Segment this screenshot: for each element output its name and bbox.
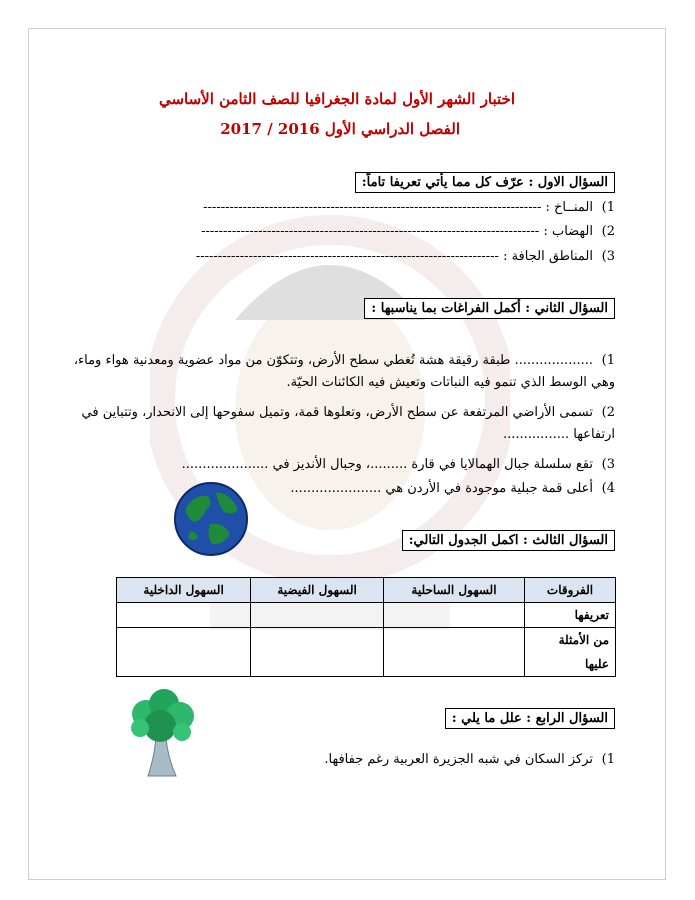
question-3-heading: السؤال الثالث : اكمل الجدول التالي: — [402, 530, 615, 551]
item-number: 3) — [601, 457, 615, 472]
exam-title: اختبار الشهر الأول لمادة الجغرافيا للصف الثامن الأساسي — [158, 90, 515, 108]
item-number: 1) — [601, 200, 615, 215]
q2-item-2 — [70, 402, 615, 446]
item-text: المناطق الجافة : --------------------------------------------------------------------- — [195, 249, 593, 264]
q2-item-3 — [70, 454, 615, 476]
table-cell[interactable] — [251, 603, 384, 628]
item-number: 2) — [601, 224, 615, 239]
question-1-heading: السؤال الاول : عرّف كل مما يأتي تعريفا تاماً: — [355, 172, 615, 193]
q1-item-2 — [75, 224, 615, 239]
table-header-cell: السهول الساحلية — [384, 578, 525, 603]
item-text: المنــاخ : ----------------------------------------------------------------------------- — [203, 200, 593, 215]
item-number: 3) — [601, 249, 615, 264]
item-text: تركز السكان في شبه الجزيرة العربية رغم جفافها. — [324, 752, 593, 767]
comparison-table — [116, 577, 616, 677]
q1-item-3 — [75, 249, 615, 264]
semester-title: الفصل الدراسي الأول 2016 / 2017 — [220, 120, 460, 138]
item-number: 4) — [601, 481, 615, 496]
q2-item-4 — [70, 478, 615, 500]
table-header-cell: السهول الداخلية — [117, 578, 251, 603]
table-row — [117, 603, 616, 628]
q2-item-1 — [70, 350, 615, 394]
table-header-cell: الفروقات — [524, 578, 615, 603]
table-header-cell: السهول الفيضية — [251, 578, 384, 603]
q1-item-1 — [75, 200, 615, 215]
table-cell[interactable] — [384, 603, 525, 628]
row-label: من الأمثلة — [524, 628, 615, 653]
item-number: 2) — [601, 405, 615, 420]
item-text: أعلى قمة جبلية موجودة في الأردن هي ...................... — [290, 481, 593, 496]
table-cell[interactable] — [117, 628, 251, 677]
item-number: 1) — [601, 353, 615, 368]
table-cell[interactable] — [384, 628, 525, 677]
item-number: 1) — [601, 752, 615, 767]
item-text: تسمى الأراضي المرتفعة عن سطح الأرض، وتعلوها قمة، وتميل سفوحها إلى الانحدار، وتتباين في ارتفاعها ................ — [81, 405, 615, 442]
row-label: عليها — [524, 652, 615, 677]
table-cell[interactable] — [251, 628, 384, 677]
row-label: تعريفها — [524, 603, 615, 628]
table-header-row — [117, 578, 616, 603]
table-row — [117, 628, 616, 653]
question-4-heading: السؤال الرابع : علل ما يلي : — [445, 708, 615, 729]
table-cell[interactable] — [117, 603, 251, 628]
item-text: تقع سلسلة جبال الهمالايا في قارة .........، وجبال الأنديز في ..................... — [181, 457, 593, 472]
item-text: ................... طبقة رقيقة هشة تُغطي سطح الأرض، وتتكوّن من مواد عضوية ومعدنية هواء وماء، وهي الوسط الذي تنمو فيه النباتات وتعيش فيه الكائنات الحيّة. — [73, 353, 615, 390]
q4-item-1 — [75, 752, 615, 767]
globe-icon — [172, 480, 250, 558]
question-2-heading: السؤال الثاني : أكمل الفراغات بما يناسبها : — [364, 298, 615, 319]
item-text: الهضاب : ----------------------------------------------------------------------------- — [201, 224, 593, 239]
